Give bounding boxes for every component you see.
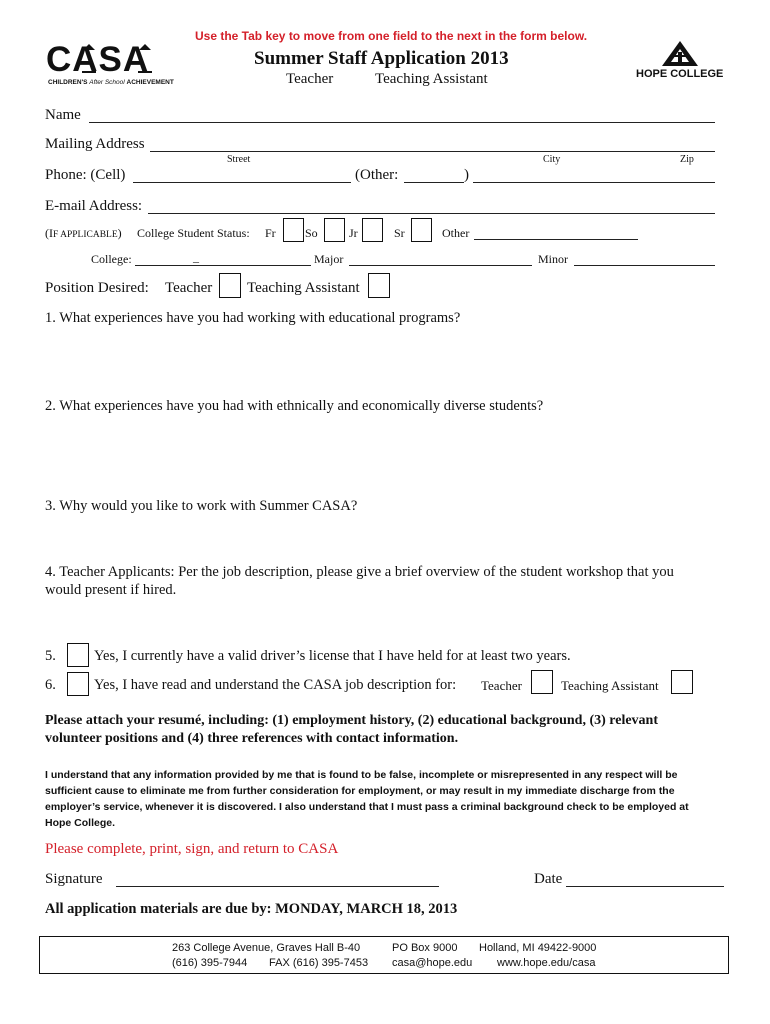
casa-logo-subtitle: CHILDREN'S After School ACHIEVEMENT [48, 79, 174, 86]
question-6-teacher-label: Teacher [481, 678, 522, 693]
footer-po-box: PO Box 9000 [392, 942, 458, 954]
mailing-address-label: Mailing Address [45, 136, 145, 152]
header-option-teacher: Teacher [286, 71, 334, 87]
footer-city: Holland, MI 49422-9000 [479, 942, 597, 954]
college-label: College: [91, 252, 132, 266]
page-title: Summer Staff Application 2013 [254, 48, 509, 69]
email-label: E-mail Address: [45, 198, 143, 214]
question-6-text: Yes, I have read and understand the CASA job description for: [94, 677, 457, 693]
question-4-answer[interactable] [45, 602, 715, 638]
footer-email: casa@hope.edu [392, 957, 473, 969]
contact-footer [39, 936, 729, 974]
question-4-line-1: 4. Teacher Applicants: Per the job description, please give a brief overview of the student workshop that you [45, 564, 674, 580]
status-fr-checkbox[interactable] [283, 218, 304, 242]
disclaimer-line-4: Hope College. [45, 817, 116, 829]
casa-logo-title: CASA [46, 40, 150, 79]
disclaimer-line-1: I understand that any information provided by me that is found to be false, incomplete or misrepresented in any respect will be [45, 769, 678, 781]
casa-logo [46, 40, 174, 90]
minor-label: Minor [538, 252, 568, 266]
if-applicable-label: (IF APPLICABLE) [45, 226, 122, 240]
anchor-icon [660, 40, 700, 68]
major-label: Major [314, 252, 344, 266]
signature-label: Signature [45, 871, 103, 887]
city-sublabel: City [543, 154, 561, 165]
footer-fax: FAX (616) 395-7453 [269, 957, 369, 969]
question-5-text: Yes, I currently have a valid driver’s license that I have held for at least two years. [94, 648, 571, 664]
attach-note-line-2: volunteer positions and (4) three references with contact information. [45, 731, 459, 746]
attach-note-line-1: Please attach your resumé, including: (1) employment history, (2) educational background, (3) relevant [45, 713, 658, 728]
question-6-teacher-checkbox[interactable] [531, 670, 553, 694]
question-6-ta-checkbox[interactable] [671, 670, 693, 694]
question-2: 2. What experiences have you had with ethnically and economically diverse students? [45, 398, 544, 414]
disclaimer-line-3: employer’s service, whenever it is discovered. I also understand that I must pass a criminal background check to be employed at [45, 801, 689, 813]
status-so-label: So [305, 226, 318, 240]
other-phone-field[interactable] [404, 182, 464, 183]
street-sublabel: Street [227, 154, 251, 165]
position-teacher-checkbox[interactable] [219, 273, 241, 298]
disclaimer-line-2: sufficient cause to eliminate me from further consideration for employment, or may result in my immediate discharge from the [45, 785, 675, 797]
status-fr-label: Fr [265, 226, 276, 240]
status-so-checkbox[interactable] [324, 218, 345, 242]
status-jr-label: Jr [349, 226, 358, 240]
hope-college-logo [636, 40, 722, 84]
due-date-note: All application materials are due by: MONDAY, MARCH 18, 2013 [45, 901, 458, 917]
disclaimer [45, 767, 689, 831]
footer-web: www.hope.edu/casa [497, 957, 596, 969]
question-2-answer[interactable] [45, 418, 715, 488]
status-other-label: Other [442, 226, 470, 240]
major-field[interactable] [349, 265, 532, 266]
college-field-mark: _ [193, 250, 199, 264]
return-note: Please complete, print, sign, and return to CASA [45, 841, 339, 857]
cell-phone-field[interactable] [133, 182, 351, 183]
college-field[interactable] [135, 265, 311, 266]
position-desired-label: Position Desired: [45, 280, 149, 296]
position-ta-label: Teaching Assistant [247, 280, 360, 296]
tab-key-instruction: Use the Tab key to move from one field to the next in the form below. [195, 29, 588, 43]
student-status-label: College Student Status: [137, 226, 250, 240]
other-phone-close: ) [464, 167, 469, 183]
phone-label: Phone: (Cell) [45, 167, 126, 183]
status-jr-checkbox[interactable] [362, 218, 383, 242]
status-sr-checkbox[interactable] [411, 218, 432, 242]
question-6-number: 6. [45, 677, 56, 693]
footer-phone: (616) 395-7944 [172, 957, 248, 969]
position-teacher-label: Teacher [165, 280, 213, 296]
email-field[interactable] [148, 213, 715, 214]
other-phone-label: (Other: [355, 167, 399, 183]
question-3: 3. Why would you like to work with Summer CASA? [45, 498, 358, 514]
question-1-answer[interactable] [45, 330, 715, 390]
name-label: Name [45, 107, 81, 123]
mailing-address-field[interactable] [150, 151, 715, 152]
status-sr-label: Sr [394, 226, 405, 240]
zip-sublabel: Zip [680, 154, 694, 165]
question-4-line-2: would present if hired. [45, 582, 177, 598]
name-field[interactable] [89, 122, 715, 123]
date-field[interactable] [566, 886, 724, 887]
footer-address: 263 College Avenue, Graves Hall B-40 [172, 942, 361, 954]
question-6-checkbox[interactable] [67, 672, 89, 696]
date-label: Date [534, 871, 563, 887]
phone-extra-field[interactable] [473, 182, 715, 183]
question-3-answer[interactable] [45, 518, 715, 558]
question-5-number: 5. [45, 648, 56, 664]
status-other-field[interactable] [474, 239, 638, 240]
signature-field[interactable] [116, 886, 439, 887]
question-1: 1. What experiences have you had working with educational programs? [45, 310, 461, 326]
question-6-ta-label: Teaching Assistant [561, 678, 659, 693]
minor-field[interactable] [574, 265, 715, 266]
header-option-ta: Teaching Assistant [375, 71, 488, 87]
question-5-checkbox[interactable] [67, 643, 89, 667]
position-ta-checkbox[interactable] [368, 273, 390, 298]
hope-college-label: HOPE COLLEGE [636, 68, 724, 80]
